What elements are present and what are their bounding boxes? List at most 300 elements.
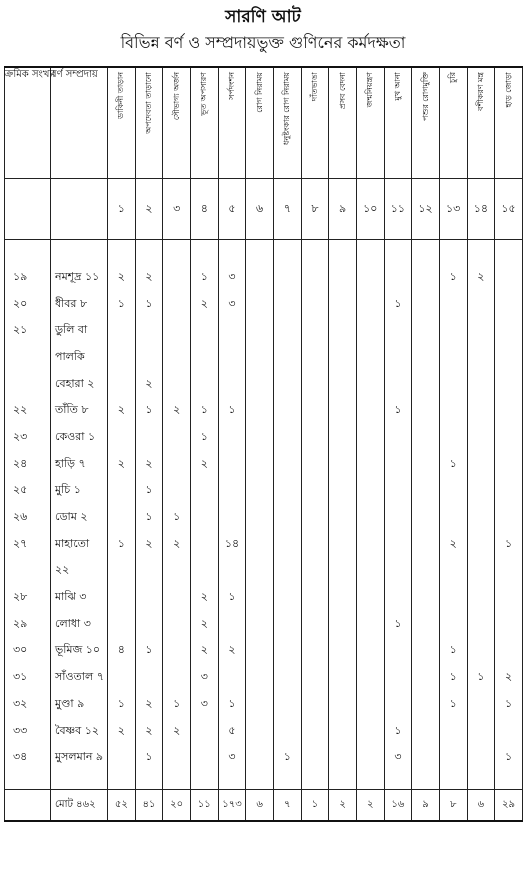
value-cell	[329, 504, 357, 531]
total-label: মোট ৪৬২	[51, 790, 108, 822]
value-cell: ৩	[190, 691, 218, 718]
value-cell	[163, 478, 191, 505]
value-cell	[108, 371, 136, 398]
value-cell	[108, 744, 136, 771]
value-cell	[495, 504, 523, 531]
caste-cell: হাড়ি ৭	[51, 451, 108, 478]
value-cell: ১	[384, 397, 412, 424]
value-cell	[495, 558, 523, 585]
value-cell: ১	[190, 264, 218, 291]
serial-cell: ১৯	[5, 264, 51, 291]
header-task-label: ধনুষ্টংকার রোগ নিরাময়	[282, 72, 292, 146]
value-cell: ২	[135, 691, 163, 718]
column-number: ১৫	[495, 179, 523, 240]
value-cell	[356, 344, 384, 371]
value-cell	[273, 584, 301, 611]
value-cell	[384, 558, 412, 585]
value-cell	[108, 611, 136, 638]
empty-cell	[495, 771, 523, 790]
value-cell	[273, 344, 301, 371]
spacer-row	[5, 240, 523, 265]
empty-cell	[384, 771, 412, 790]
value-cell	[356, 718, 384, 745]
value-cell	[301, 638, 329, 665]
value-cell	[301, 611, 329, 638]
header-task-3	[163, 67, 191, 179]
value-cell	[384, 664, 412, 691]
header-task-7	[273, 67, 301, 179]
caste-cell: ডুলি বা	[51, 317, 108, 344]
caste-cell: নমশূদ্র ১১	[51, 264, 108, 291]
column-number: ২	[135, 179, 163, 240]
value-cell	[301, 718, 329, 745]
value-cell	[301, 397, 329, 424]
serial-cell: ৩৩	[5, 718, 51, 745]
value-cell: ১	[135, 744, 163, 771]
total-cell: ৭	[273, 790, 301, 822]
header-task-label: সর্পদংশন	[226, 72, 236, 100]
value-cell	[384, 531, 412, 558]
value-cell	[218, 317, 246, 344]
value-cell	[108, 344, 136, 371]
table-row	[5, 451, 523, 478]
value-cell	[495, 638, 523, 665]
value-cell: ২	[163, 718, 191, 745]
value-cell: ২	[135, 451, 163, 478]
value-cell	[273, 317, 301, 344]
value-cell	[412, 664, 440, 691]
table-row	[5, 291, 523, 318]
value-cell	[163, 584, 191, 611]
value-cell	[467, 504, 495, 531]
value-cell: ১	[163, 504, 191, 531]
value-cell: ৩	[384, 744, 412, 771]
total-cell: ৪১	[135, 790, 163, 822]
value-cell	[356, 317, 384, 344]
caste-cell: বেহারা ২	[51, 371, 108, 398]
value-cell	[495, 718, 523, 745]
total-cell: ৯	[412, 790, 440, 822]
table-row	[5, 664, 523, 691]
total-cell: ২	[356, 790, 384, 822]
value-cell	[412, 478, 440, 505]
value-cell	[273, 478, 301, 505]
value-cell: ২	[108, 451, 136, 478]
value-cell	[467, 424, 495, 451]
header-task-10	[356, 67, 384, 179]
value-cell	[246, 264, 274, 291]
value-cell	[439, 291, 467, 318]
caste-cell: মাঝি ৩	[51, 584, 108, 611]
header-task-9	[329, 67, 357, 179]
value-cell: ৩	[218, 264, 246, 291]
empty-cell	[467, 240, 495, 265]
value-cell	[356, 691, 384, 718]
value-cell: ১	[190, 397, 218, 424]
value-cell	[356, 371, 384, 398]
serial-cell	[5, 558, 51, 585]
table-row	[5, 424, 523, 451]
total-cell: ১৭৩	[218, 790, 246, 822]
value-cell	[495, 344, 523, 371]
column-number-row	[5, 179, 523, 240]
value-cell	[218, 344, 246, 371]
value-cell: ১	[190, 424, 218, 451]
value-cell	[218, 664, 246, 691]
empty-cell	[246, 240, 274, 265]
serial-cell: ২০	[5, 291, 51, 318]
table-row	[5, 531, 523, 558]
value-cell	[384, 691, 412, 718]
value-cell: ২	[135, 371, 163, 398]
value-cell	[329, 638, 357, 665]
value-cell: ৩	[218, 744, 246, 771]
value-cell: ১	[163, 691, 191, 718]
value-cell	[384, 638, 412, 665]
empty-cell	[51, 179, 108, 240]
value-cell: ১	[439, 638, 467, 665]
value-cell	[356, 744, 384, 771]
value-cell	[412, 371, 440, 398]
value-cell	[273, 504, 301, 531]
value-cell	[301, 504, 329, 531]
table-row	[5, 558, 523, 585]
value-cell	[163, 291, 191, 318]
value-cell	[218, 611, 246, 638]
value-cell: ১	[384, 611, 412, 638]
value-cell	[190, 504, 218, 531]
header-task-1	[108, 67, 136, 179]
value-cell	[495, 424, 523, 451]
value-cell	[329, 397, 357, 424]
value-cell	[246, 291, 274, 318]
value-cell: ১	[495, 744, 523, 771]
value-cell	[190, 744, 218, 771]
empty-cell	[5, 240, 51, 265]
value-cell	[301, 584, 329, 611]
caste-cell: লোধা ৩	[51, 611, 108, 638]
value-cell	[246, 558, 274, 585]
serial-cell	[5, 344, 51, 371]
empty-cell	[467, 771, 495, 790]
table-row	[5, 344, 523, 371]
value-cell	[329, 344, 357, 371]
value-cell	[108, 664, 136, 691]
empty-cell	[439, 240, 467, 265]
value-cell: ২	[190, 584, 218, 611]
table-row	[5, 264, 523, 291]
empty-cell	[190, 240, 218, 265]
serial-cell	[5, 371, 51, 398]
value-cell	[467, 451, 495, 478]
value-cell: ১	[439, 691, 467, 718]
header-task-13	[439, 67, 467, 179]
value-cell	[329, 664, 357, 691]
header-task-label: অপদেবতা তাড়ানো	[143, 72, 153, 134]
value-cell	[412, 424, 440, 451]
value-cell: ১	[218, 397, 246, 424]
header-task-11	[384, 67, 412, 179]
value-cell	[439, 504, 467, 531]
value-cell	[301, 317, 329, 344]
value-cell: ১	[108, 531, 136, 558]
empty-cell	[218, 771, 246, 790]
value-cell: ১	[108, 291, 136, 318]
column-number: ৭	[273, 179, 301, 240]
value-cell	[163, 451, 191, 478]
empty-cell	[218, 240, 246, 265]
empty-cell	[190, 771, 218, 790]
value-cell	[273, 291, 301, 318]
value-cell: ২	[135, 718, 163, 745]
value-cell	[135, 424, 163, 451]
value-cell: ২	[163, 531, 191, 558]
header-task-label: ডাকিনী তাড়ান	[116, 72, 126, 119]
column-number: ৩	[163, 179, 191, 240]
value-cell	[329, 531, 357, 558]
total-cell: ২	[329, 790, 357, 822]
empty-cell	[108, 771, 136, 790]
table-row	[5, 371, 523, 398]
table-title: সারণি আট	[225, 7, 301, 27]
value-cell	[108, 317, 136, 344]
empty-cell	[108, 240, 136, 265]
empty-cell	[163, 240, 191, 265]
value-cell	[301, 744, 329, 771]
value-cell	[163, 344, 191, 371]
value-cell	[246, 397, 274, 424]
serial-cell: ২৩	[5, 424, 51, 451]
value-cell: ২	[135, 264, 163, 291]
serial-cell: ৩২	[5, 691, 51, 718]
empty-cell	[5, 790, 51, 822]
caste-cell: মুসলমান ৯	[51, 744, 108, 771]
value-cell	[384, 317, 412, 344]
column-number: ৮	[301, 179, 329, 240]
value-cell: ১	[218, 691, 246, 718]
value-cell	[190, 344, 218, 371]
value-cell	[246, 611, 274, 638]
value-cell	[246, 691, 274, 718]
header-task-label: বশীকরণ মন্ত্র	[475, 72, 485, 111]
value-cell	[218, 451, 246, 478]
empty-cell	[412, 771, 440, 790]
value-cell	[439, 424, 467, 451]
value-cell	[108, 478, 136, 505]
value-cell: ৩	[218, 291, 246, 318]
value-cell	[384, 344, 412, 371]
value-cell	[467, 317, 495, 344]
header-task-label: দাঁতভাঙা	[309, 72, 319, 101]
value-cell	[356, 291, 384, 318]
value-cell: ১	[135, 638, 163, 665]
header-task-label: সৌভাগ্য অর্জন	[171, 72, 181, 121]
value-cell: ৫	[218, 718, 246, 745]
value-cell	[218, 371, 246, 398]
value-cell	[467, 558, 495, 585]
table-row	[5, 397, 523, 424]
value-cell	[301, 264, 329, 291]
empty-cell	[5, 771, 51, 790]
value-cell	[412, 397, 440, 424]
value-cell	[439, 344, 467, 371]
value-cell: ১	[108, 691, 136, 718]
column-number: ৪	[190, 179, 218, 240]
value-cell	[218, 424, 246, 451]
value-cell	[163, 424, 191, 451]
table-row	[5, 718, 523, 745]
value-cell	[467, 584, 495, 611]
value-cell	[108, 504, 136, 531]
value-cell: ২	[495, 664, 523, 691]
value-cell	[218, 558, 246, 585]
value-cell	[495, 397, 523, 424]
value-cell	[356, 611, 384, 638]
total-cell: ২৯	[495, 790, 523, 822]
caste-cell: পালকি	[51, 344, 108, 371]
empty-cell	[273, 240, 301, 265]
value-cell	[135, 611, 163, 638]
value-cell	[384, 264, 412, 291]
total-cell: ৬	[467, 790, 495, 822]
header-task-label: হাড় জোড়া	[503, 72, 513, 108]
header-caste: বর্ণ সম্প্রদায়	[51, 67, 108, 179]
column-number: ১২	[412, 179, 440, 240]
empty-cell	[329, 771, 357, 790]
value-cell: ১	[495, 691, 523, 718]
caste-cell: বৈষ্ণব ১২	[51, 718, 108, 745]
empty-cell	[301, 240, 329, 265]
header-task-label: প্রসব বেদনা	[337, 72, 347, 110]
value-cell	[412, 504, 440, 531]
value-cell	[412, 584, 440, 611]
caste-cell: সাঁওতাল ৭	[51, 664, 108, 691]
value-cell	[412, 317, 440, 344]
serial-cell: ২৭	[5, 531, 51, 558]
value-cell	[108, 584, 136, 611]
value-cell: ১	[467, 664, 495, 691]
value-cell: ১	[273, 744, 301, 771]
value-cell	[439, 478, 467, 505]
value-cell	[246, 531, 274, 558]
value-cell	[273, 531, 301, 558]
value-cell: ২	[190, 638, 218, 665]
empty-cell	[412, 240, 440, 265]
value-cell	[384, 424, 412, 451]
total-cell: ১১	[190, 790, 218, 822]
serial-cell: ৩৪	[5, 744, 51, 771]
empty-cell	[163, 771, 191, 790]
serial-cell: ২৫	[5, 478, 51, 505]
serial-cell: ৩১	[5, 664, 51, 691]
value-cell	[301, 691, 329, 718]
value-cell: ২	[108, 397, 136, 424]
value-cell	[329, 718, 357, 745]
header-task-14	[467, 67, 495, 179]
value-cell	[495, 371, 523, 398]
value-cell: ২	[467, 264, 495, 291]
value-cell: ১	[495, 531, 523, 558]
value-cell	[135, 558, 163, 585]
value-cell: ১৪	[218, 531, 246, 558]
value-cell	[301, 291, 329, 318]
empty-cell	[51, 771, 108, 790]
value-cell	[356, 424, 384, 451]
value-cell	[439, 317, 467, 344]
serial-cell: ২৪	[5, 451, 51, 478]
column-number: ১০	[356, 179, 384, 240]
column-number: ৬	[246, 179, 274, 240]
value-cell	[495, 451, 523, 478]
value-cell	[495, 264, 523, 291]
value-cell	[467, 344, 495, 371]
header-task-label: জন্মনিয়ন্ত্রণ	[365, 72, 375, 108]
value-cell	[246, 344, 274, 371]
value-cell	[439, 371, 467, 398]
header-task-6	[246, 67, 274, 179]
value-cell	[218, 504, 246, 531]
value-cell: ২	[163, 397, 191, 424]
value-cell	[412, 264, 440, 291]
value-cell	[246, 584, 274, 611]
value-cell	[356, 664, 384, 691]
empty-cell	[301, 771, 329, 790]
value-cell	[246, 744, 274, 771]
value-cell	[301, 478, 329, 505]
total-cell: ৮	[439, 790, 467, 822]
value-cell	[495, 611, 523, 638]
serial-cell: ২২	[5, 397, 51, 424]
value-cell	[273, 397, 301, 424]
value-cell	[467, 397, 495, 424]
value-cell	[439, 611, 467, 638]
column-number: ৯	[329, 179, 357, 240]
value-cell	[412, 291, 440, 318]
value-cell	[356, 584, 384, 611]
value-cell	[163, 371, 191, 398]
value-cell: ২	[218, 638, 246, 665]
empty-cell	[273, 771, 301, 790]
header-task-4	[190, 67, 218, 179]
value-cell	[384, 504, 412, 531]
value-cell	[384, 451, 412, 478]
value-cell: ২	[190, 611, 218, 638]
value-cell	[190, 531, 218, 558]
value-cell	[329, 451, 357, 478]
value-cell	[467, 531, 495, 558]
table-row	[5, 317, 523, 344]
value-cell	[467, 371, 495, 398]
header-task-label: চুরি	[448, 72, 458, 84]
value-cell	[301, 531, 329, 558]
value-cell	[301, 664, 329, 691]
value-cell	[356, 531, 384, 558]
value-cell	[273, 264, 301, 291]
value-cell	[246, 424, 274, 451]
value-cell	[273, 691, 301, 718]
table-row	[5, 611, 523, 638]
value-cell	[329, 478, 357, 505]
value-cell	[356, 504, 384, 531]
value-cell	[467, 478, 495, 505]
value-cell	[273, 718, 301, 745]
value-cell	[356, 264, 384, 291]
header-task-label: ভূত অপসারণ	[199, 72, 209, 116]
value-cell	[163, 744, 191, 771]
value-cell: ১	[384, 718, 412, 745]
value-cell	[329, 317, 357, 344]
caste-cell: ২২	[51, 558, 108, 585]
